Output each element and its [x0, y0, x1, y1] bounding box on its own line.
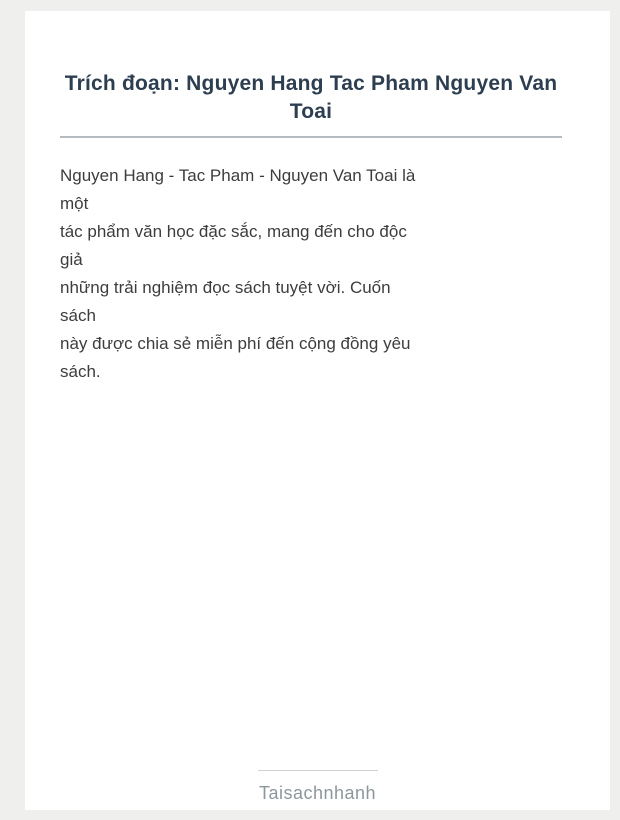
body-line: giả [60, 250, 83, 269]
title-divider [60, 136, 562, 138]
excerpt-paragraph [60, 162, 562, 386]
body-line: này được chia sẻ miễn phí đến cộng đồng yêu [60, 334, 411, 353]
footer-brand: Taisachnhanh [258, 783, 377, 803]
body-line: những trải nghiệm đọc sách tuyệt vời. Cuốn [60, 278, 391, 297]
body-line: sách. [60, 362, 101, 381]
footer-divider [258, 770, 378, 771]
body-line: sách [60, 306, 96, 325]
body-line: tác phẩm văn học đặc sắc, mang đến cho độc [60, 222, 407, 241]
body-line: Nguyen Hang - Tac Pham - Nguyen Van Toai là [60, 166, 416, 185]
page-title: Trích đoạn: Nguyen Hang Tac Pham Nguyen Van Toai [64, 72, 558, 123]
body-line: một [60, 194, 89, 213]
document-page [25, 11, 610, 810]
page-footer [25, 770, 610, 804]
document-content [25, 70, 610, 386]
